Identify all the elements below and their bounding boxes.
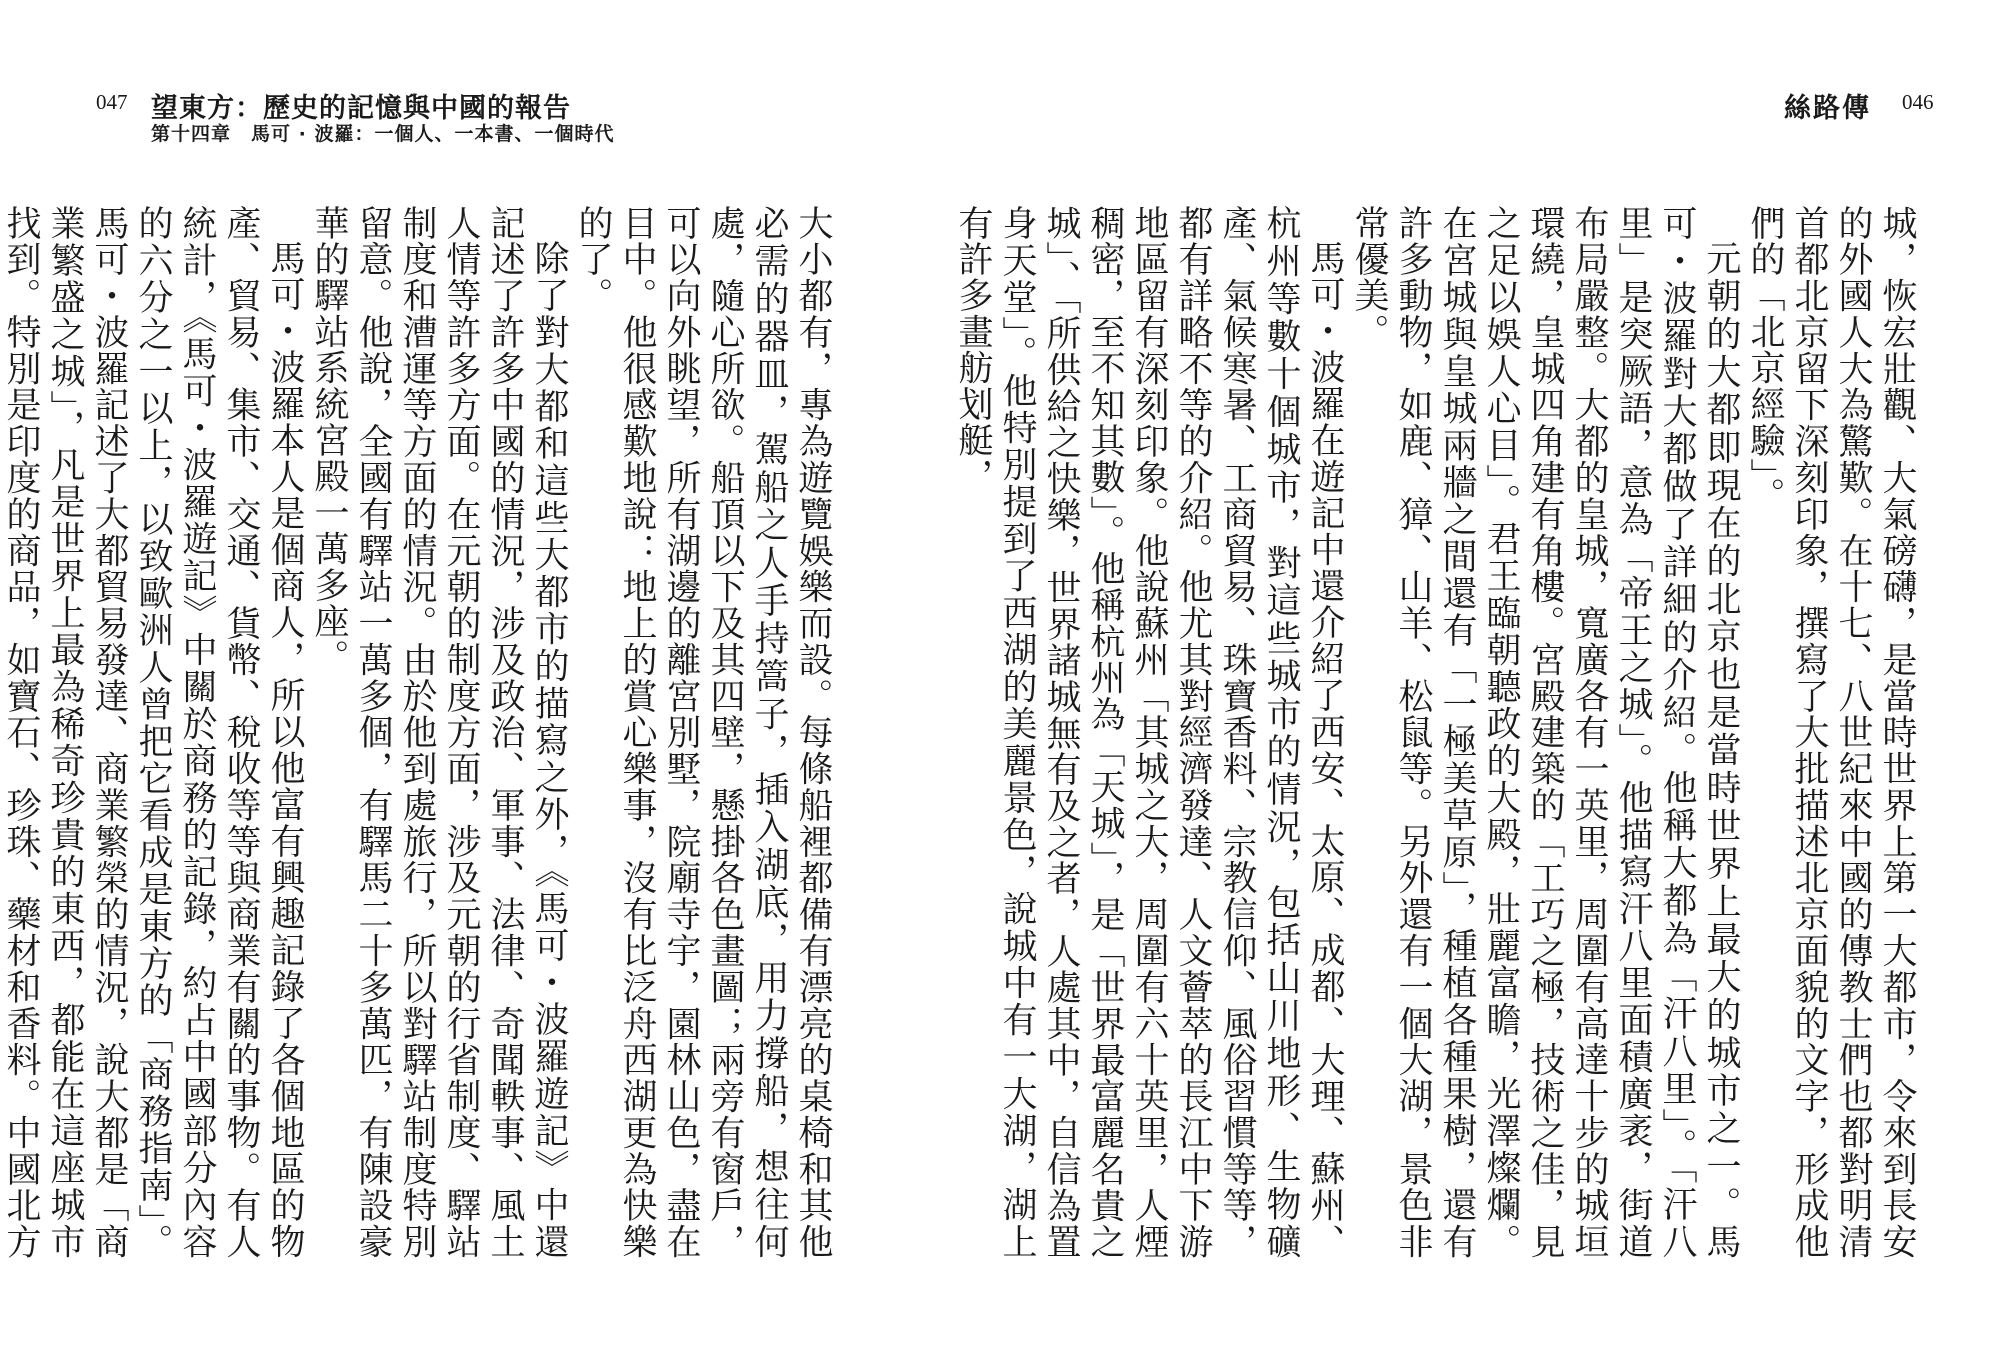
page-number: 046: [1902, 90, 1934, 114]
right-page: [953, 0, 2008, 1358]
page-number: 047: [96, 90, 128, 114]
paragraph: 馬可・波羅在遊記中還介紹了西安、太原、成都、大理、蘇州、杭州等數十個城市，對這些城市的情況，包括山川地形、生物礦產、氣候寒暑、工商貿易、珠寶香料、宗教信仰、風俗習慣等等，都有詳略不等的介紹。他尤其對經濟發達、人文薈萃的長江中下游地區留有深刻印象。他說蘇州「其城之大，周圍有六十英里，人煙稠密，至不知其數」。他稱杭州為「天城」，是「世界最富麗名貴之城」、「所供給之快樂，世界諸城無有及之者，人處其中，自信為置身天堂」。他特別提到了西湖的美麗景色，說城中有一大湖，湖上有許多畫舫划艇，: [953, 205, 1345, 1260]
body-text: [1, 205, 835, 1260]
paragraph: 除了對大都和這些大都市的描寫之外，《馬可・波羅遊記》中還記述了許多中國的情況，涉及政治、軍事、法律、奇聞軼事、風土人情等許多方面。在元朝的制度方面，涉及元朝的行省制度、驛站制度和漕運等方面的情況。由於他到處旅行，所以對驛站制度特別留意。他說，全國有驛站一萬多個，有驛馬二十多萬匹，有陳設豪華的驛站系統宮殿一萬多座。: [309, 205, 569, 1260]
body-text: [953, 205, 1919, 1260]
paragraph: 元朝的大都即現在的北京也是當時世界上最大的城市之一。馬可・波羅對大都做了詳細的介紹。他稱大都為「汗八里」。「汗八里」是突厥語，意為「帝王之城」。他描寫汗八里面積廣袤，街道布局嚴整。大都的皇城，寬廣各有一英里，周圍有高達十步的城垣環繞，皇城四角建有角樓。宮殿建築的「工巧之極，技術之佳，見之足以娛人心目」。君王臨朝聽政的大殿，壯麗富瞻，光澤燦爛。在宮城與皇城兩牆之間還有「一極美草原」，種植各種果樹，還有許多動物，如鹿、獐、山羊、松鼠等。另外還有一個大湖，景色非常優美。: [1349, 205, 1741, 1260]
paragraph: 大小都有，專為遊覽娛樂而設。每條船裡都備有漂亮的桌椅和其他必需的器皿，駕船之人手持篙子，插入湖底，用力撐船，想往何處，隨心所欲。船頂以下及其四壁，懸掛各色畫圖；兩旁有窗戶，可以向外眺望，所有湖邊的離宮別墅，院廟寺宇，園林山色，盡在目中。他很感歎地說：地上的賞心樂事，沒有比泛舟西湖更為快樂的了。: [573, 205, 833, 1260]
chapter-title: 第十四章 馬可 · 波羅：一個人、一本書、一個時代: [151, 123, 615, 145]
series-title: 絲路傳: [1784, 93, 1871, 124]
paragraph: 馬可・波羅本人是個商人，所以他富有興趣記錄了各個地區的物產、貿易、集市、交通、貨幣、稅收等等與商業有關的事物。有人統計，《馬可・波羅遊記》中關於商務的記錄，約占中國部分內容的六分之一以上，以致歐洲人曾把它看成是東方的「商務指南」。馬可・波羅記述了大都貿易發達、商業繁榮的情況，說大都是「商業繁盛之城」，凡是世界上最為稀奇珍貴的東西，都能在這座城市找到。特別是印度的商品，如寶石、珍珠、藥材和香料。中國北方: [1, 205, 305, 1260]
book-title: 望東方：歷史的記憶與中國的報告: [151, 93, 571, 124]
paragraph: 城，恢宏壯觀、大氣磅礴，是當時世界上第一大都市，令來到長安的外國人大為驚歎。在十七、八世紀來中國的傳教士們也都對明清首都北京留下深刻印象，撰寫了大批描述北京面貌的文字，形成他們的「北京經驗」。: [1745, 205, 1917, 1260]
